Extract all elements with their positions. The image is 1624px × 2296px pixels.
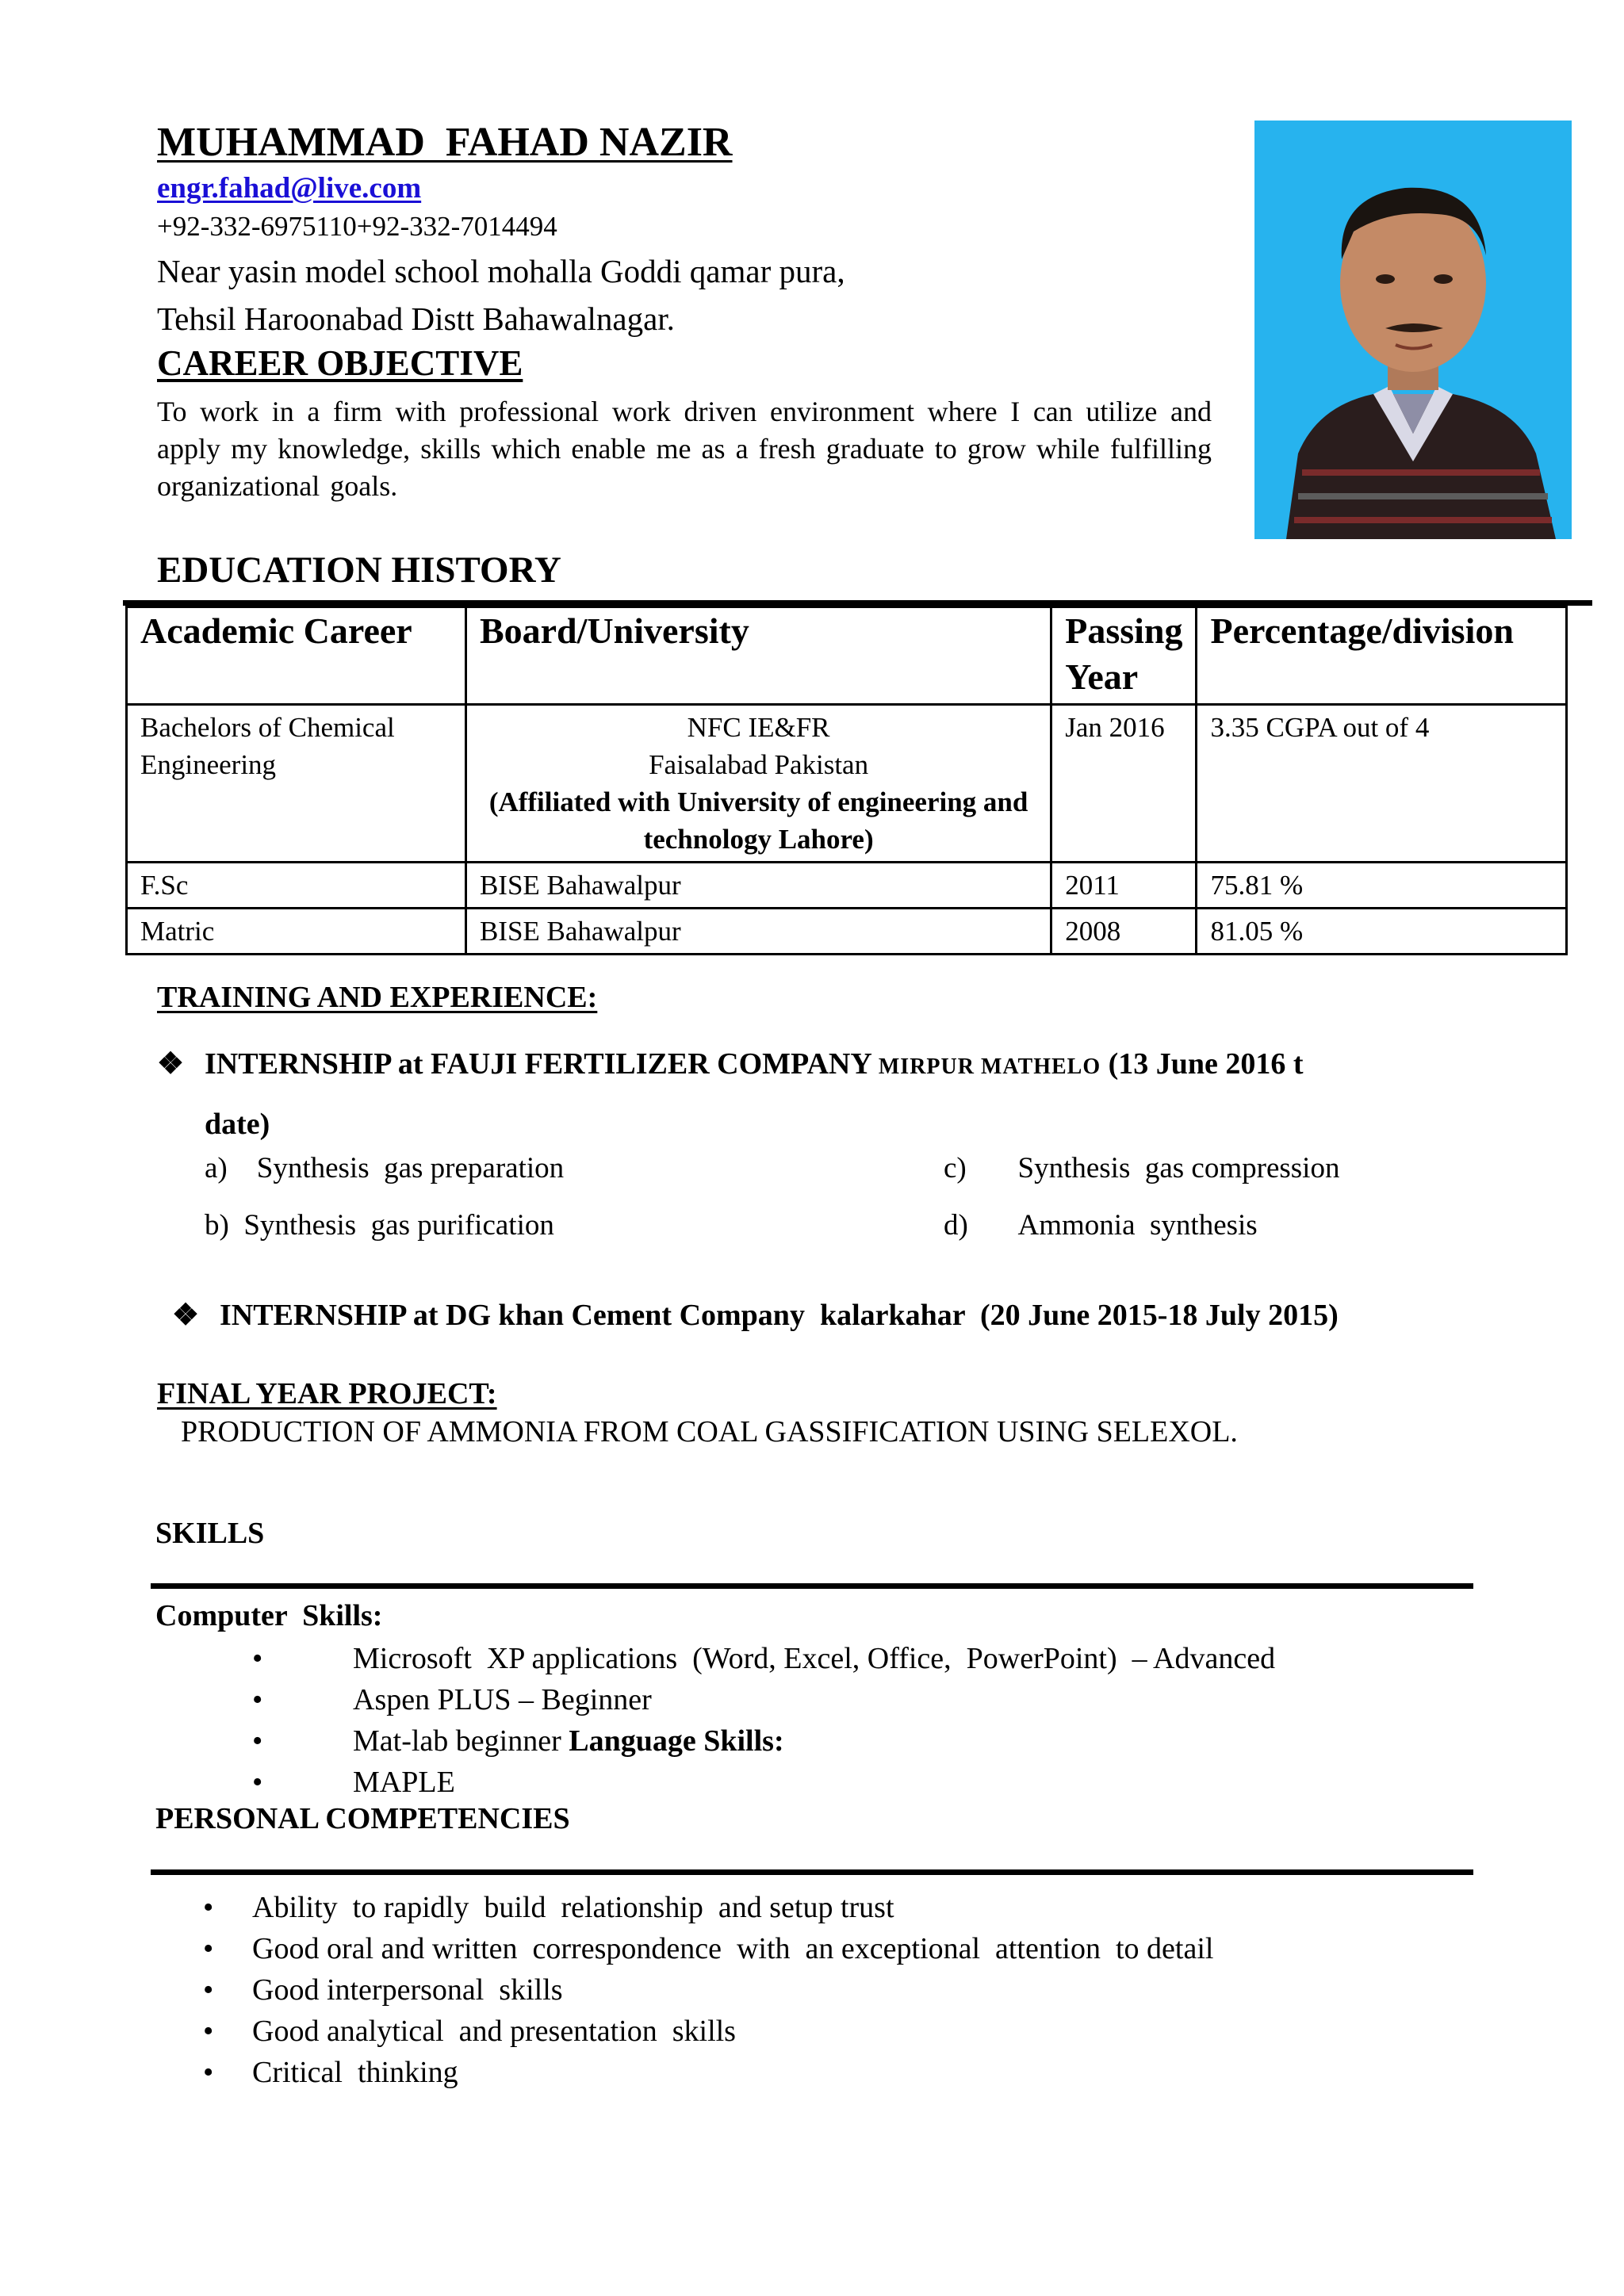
skills-divider — [151, 1583, 1473, 1589]
list-item — [252, 1638, 1275, 1679]
list-item: c) Synthesis gas compression — [944, 1152, 1340, 1184]
list-item — [203, 2052, 1213, 2093]
skill-text: MAPLE — [353, 1766, 455, 1799]
personal-competencies-heading: PERSONAL COMPETENCIES — [155, 1802, 570, 1835]
language-skills-label: Language Skills: — [569, 1724, 784, 1758]
column-header: Passing Year — [1051, 607, 1197, 705]
column-header: Board/University — [465, 607, 1051, 705]
list-item — [252, 1679, 1275, 1720]
person-portrait-icon — [1254, 121, 1572, 539]
percentage-cell: 3.35 CGPA out of 4 — [1197, 705, 1567, 863]
column-header: Percentage/division — [1197, 607, 1567, 705]
bullet-icon: • — [252, 1642, 263, 1675]
board-cell: BISE Bahawalpur — [465, 863, 1051, 909]
phone-numbers: +92-332-6975110+92-332-7014494 — [157, 211, 557, 242]
internship-dates-continued: date) — [205, 1108, 270, 1141]
bullet-icon: • — [252, 1683, 263, 1716]
internship-title: INTERNSHIP at FAUJI FERTILIZER COMPANY — [205, 1047, 879, 1081]
list-item: d) Ammonia synthesis — [944, 1209, 1258, 1242]
competencies-list — [203, 1887, 1213, 2093]
table-header-row — [127, 607, 1567, 705]
competency-text: Good oral and written correspondence with an exceptional attention to detail — [252, 1932, 1214, 1965]
internship-ffc — [157, 1035, 1473, 1153]
academic-career-cell: Matric — [127, 909, 466, 955]
list-item — [252, 1720, 1275, 1762]
bullet-icon: • — [203, 1973, 214, 2007]
bullet-icon: • — [252, 1724, 263, 1758]
passing-year-cell: 2011 — [1051, 863, 1197, 909]
academic-career-cell: Bachelors of Chemical Engineering — [127, 705, 466, 863]
competency-text: Ability to rapidly build relationship and setup trust — [252, 1891, 894, 1924]
bullet-icon: • — [203, 2056, 214, 2089]
board-name: NFC IE&FR — [687, 712, 830, 743]
internship-dates: (13 June 2016 t — [1101, 1047, 1304, 1081]
education-divider — [123, 600, 1592, 606]
passing-year-cell: Jan 2016 — [1051, 705, 1197, 863]
list-item — [203, 2011, 1213, 2052]
diamond-bullet-icon: ❖ — [157, 1047, 185, 1081]
skills-heading: SKILLS — [155, 1517, 265, 1550]
competencies-divider — [151, 1869, 1473, 1875]
academic-career-cell: F.Sc — [127, 863, 466, 909]
board-cell — [465, 705, 1051, 863]
competency-text: Good analytical and presentation skills — [252, 2015, 736, 2048]
final-year-project-text: PRODUCTION OF AMMONIA FROM COAL GASSIFICATION USING SELEXOL. — [181, 1415, 1238, 1448]
table-row — [127, 909, 1567, 955]
column-header: Academic Career — [127, 607, 466, 705]
internship-dg-khan — [157, 1262, 1339, 1333]
competency-text: Good interpersonal skills — [252, 1973, 563, 2007]
internship-location: MIRPUR MATHELO — [878, 1054, 1101, 1079]
skill-text: Microsoft XP applications (Word, Excel, Office, PowerPoint) – Advanced — [353, 1642, 1276, 1675]
percentage-cell: 75.81 % — [1197, 863, 1567, 909]
internship-title: INTERNSHIP at DG khan Cement Company kalarkahar (20 June 2015-18 July 2015) — [220, 1299, 1339, 1332]
board-affiliation: (Affiliated with University of engineering and technology Lahore) — [488, 786, 1028, 855]
list-item — [203, 1887, 1213, 1928]
list-item: b) Synthesis gas purification — [205, 1209, 554, 1242]
list-item — [203, 1969, 1213, 2011]
skill-text: Aspen PLUS – Beginner — [353, 1683, 652, 1716]
board-location: Faisalabad Pakistan — [649, 749, 869, 780]
list-item: a) Synthesis gas preparation — [205, 1152, 565, 1184]
table-row — [127, 705, 1567, 863]
email-link[interactable]: engr.fahad@live.com — [157, 172, 422, 205]
bullet-icon: • — [252, 1766, 263, 1799]
profile-photo — [1254, 121, 1572, 539]
board-cell: BISE Bahawalpur — [465, 909, 1051, 955]
computer-skills-list — [252, 1638, 1275, 1803]
education-heading: EDUCATION HISTORY — [157, 549, 561, 591]
skill-text: Mat-lab beginner — [353, 1724, 561, 1758]
table-row — [127, 863, 1567, 909]
competency-text: Critical thinking — [252, 2056, 458, 2089]
training-heading: TRAINING AND EXPERIENCE: — [157, 981, 598, 1014]
computer-skills-heading: Computer Skills: — [155, 1599, 383, 1632]
bullet-icon: • — [203, 1891, 214, 1924]
list-item — [252, 1762, 1275, 1803]
address-line-2: Tehsil Haroonabad Distt Bahawalnagar. — [157, 300, 675, 337]
final-year-project-heading: FINAL YEAR PROJECT: — [157, 1377, 497, 1410]
education-table — [125, 606, 1568, 955]
address-line-1: Near yasin model school mohalla Goddi qamar pura, — [157, 253, 845, 289]
career-objective-heading: CAREER OBJECTIVE — [157, 343, 523, 383]
diamond-bullet-icon: ❖ — [172, 1299, 200, 1332]
career-objective-text: To work in a firm with professional work driven environment where I can utilize and apply my knowledge, skills which enable me as a fresh graduate to grow while fulfilling organizational goals. — [157, 396, 1212, 502]
bullet-icon: • — [203, 1932, 214, 1965]
passing-year-cell: 2008 — [1051, 909, 1197, 955]
bullet-icon: • — [203, 2015, 214, 2048]
candidate-name: MUHAMMAD FAHAD NAZIR — [157, 120, 733, 165]
list-item — [203, 1928, 1213, 1969]
percentage-cell: 81.05 % — [1197, 909, 1567, 955]
